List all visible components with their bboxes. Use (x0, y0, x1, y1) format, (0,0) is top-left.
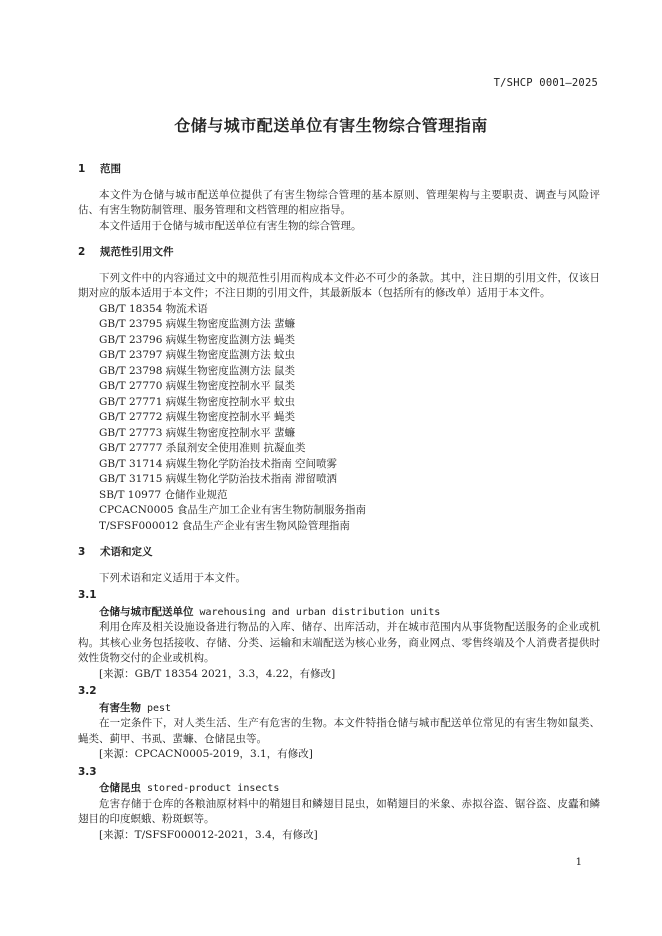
reference-item: GB/T 23798 病媒生物密度监测方法 鼠类 (99, 364, 296, 377)
section-2-heading (78, 245, 600, 261)
term-name-zh: 仓储昆虫 (99, 782, 141, 794)
section-3-heading (78, 545, 600, 561)
reference-item: T/SFSF000012 食品生产企业有害生物风险管理指南 (99, 519, 350, 532)
reference-item: GB/T 27773 病媒生物密度控制水平 蜚蠊 (99, 426, 296, 439)
term-definition: 在一定条件下，对人类生活、生产有危害的生物。本文件特指仓储与城市配送单位常见的有害生物如鼠类、蝇类、蓟甲、书虱、蜚蠊、仓储昆虫等。 (78, 717, 600, 745)
reference-item: GB/T 31714 病媒生物化学防治技术指南 空间喷雾 (99, 457, 338, 470)
document-title: 仓储与城市配送单位有害生物综合管理指南 (174, 116, 488, 135)
document-body (78, 162, 600, 843)
section-1-heading (78, 162, 600, 178)
section-number: 2 (78, 246, 86, 258)
term-name-zh: 仓储与城市配送单位 (99, 605, 194, 618)
term-source: [来源：GB/T 18354 2021，3.3，4.22，有修改] (99, 667, 336, 680)
reference-item: GB/T 27772 病媒生物密度控制水平 蝇类 (99, 411, 296, 423)
term-name-en: pest (147, 702, 172, 714)
term-definition: 危害存储于仓库的各粮油原材料中的鞘翅目和鳞翅目昆虫，如鞘翅目的米象、赤拟谷盗、锯谷盗、皮蠹和鳞翅目的印度螟蛾、粉斑螟等。 (78, 797, 600, 825)
reference-item: SB/T 10977 仓储作业规范 (99, 488, 228, 501)
section-number: 1 (78, 163, 86, 175)
references-intro: 下列文件中的内容通过文中的规范性引用而构成本文件必不可少的条款。其中，注日期的引用文件，仅该日期对应的版本适用于本文件；不注日期的引用文件，其最新版本（包括所有的修改单）适用于本文件。 (78, 271, 600, 299)
reference-item: GB/T 27770 病媒生物密度控制水平 鼠类 (99, 380, 296, 392)
term-number: 3.3 (78, 765, 97, 778)
section-number: 3 (78, 546, 86, 558)
term-name-zh: 有害生物 (99, 701, 141, 714)
reference-item: GB/T 23797 病媒生物密度监测方法 蚊虫 (99, 349, 296, 361)
term-name-en: warehousing and urban distribution units (199, 606, 441, 618)
section-title: 规范性引用文件 (100, 246, 174, 258)
page-number: 1 (575, 857, 582, 868)
reference-item: GB/T 23795 病媒生物密度监测方法 蜚蠊 (99, 318, 296, 330)
reference-item: GB/T 31715 病媒生物化学防治技术指南 滞留喷洒 (99, 473, 338, 485)
standard-code: T/SHCP 0001—2025 (493, 77, 598, 89)
term-name-en: stored-product insects (147, 783, 280, 794)
scope-paragraph: 本文件适用于仓储与城市配送单位有害生物的综合管理。 (99, 219, 362, 232)
term-definition: 利用仓库及相关设施设备进行物品的入库、储存、出库活动，并在城市范围内从事货物配送服务的企业或机构。其核心业务包括接收、存储、分类、运输和末端配送为核心业务，商业网点、零售终端及个人消费者提供时效性货物交付的企业或机构。 (78, 621, 600, 664)
term-name (78, 605, 600, 621)
scope-paragraph: 本文件为仓储与城市配送单位提供了有害生物综合管理的基本原则、管理架构与主要职责、调查与风险评估、有害生物防制管理、服务管理和文档管理的相应指导。 (78, 188, 600, 216)
section-title: 术语和定义 (100, 546, 153, 558)
reference-item: GB/T 27777 杀鼠剂安全使用准则 抗凝血类 (99, 442, 306, 454)
term-number: 3.1 (78, 589, 97, 601)
term-name (78, 781, 600, 797)
reference-item: GB/T 23796 病媒生物密度监测方法 蝇类 (99, 333, 296, 346)
terms-intro: 下列术语和定义适用于本文件。 (99, 571, 246, 584)
term-name (78, 701, 600, 717)
term-number: 3.2 (78, 685, 97, 697)
reference-list (78, 302, 600, 535)
section-title: 范围 (100, 163, 121, 175)
term-source: [来源：CPCACN0005-2019，3.1，有修改] (99, 748, 313, 760)
reference-item: GB/T 27771 病媒生物密度控制水平 蚊虫 (99, 395, 296, 408)
reference-item: CPCACN0005 食品生产加工企业有害生物防制服务指南 (99, 504, 366, 516)
reference-item: GB/T 18354 物流术语 (99, 302, 208, 315)
term-source: [来源：T/SFSF000012-2021，3.4，有修改] (99, 828, 318, 841)
